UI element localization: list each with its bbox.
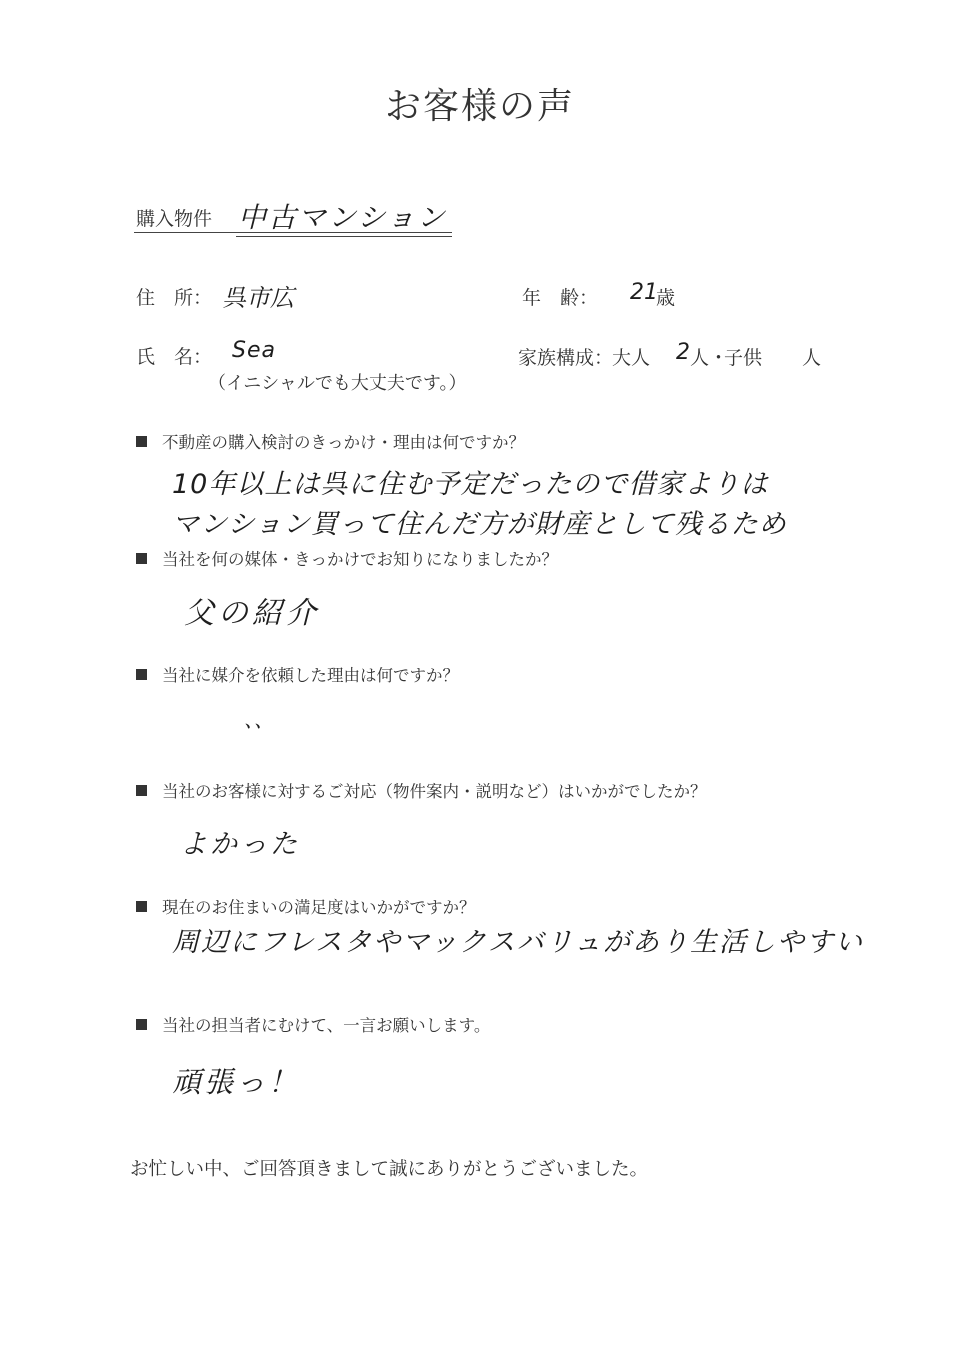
family-children-unit: 人 — [802, 347, 822, 369]
answer-2: 父の紹介 — [184, 596, 320, 631]
age-value: 21 — [630, 280, 658, 305]
answer-5: 周辺にフレスタやマックスバリュがあり生活しやすい — [172, 927, 864, 958]
bullet-square-icon — [136, 1019, 147, 1030]
question-3 — [136, 662, 459, 686]
page-title: お客様の声 — [384, 86, 575, 127]
family-label: 家族構成： — [518, 347, 614, 369]
question-text: 不動産の購入検討のきっかけ・理由は何ですか？ — [162, 433, 525, 452]
property-underline-2 — [236, 236, 452, 237]
family-adults-value: 2 — [676, 340, 690, 365]
answer-6: 頑張っ！ — [172, 1065, 301, 1099]
bullet-square-icon — [136, 901, 147, 912]
property-underline — [134, 232, 452, 233]
name-value: Sea — [232, 338, 276, 363]
bullet-square-icon — [136, 669, 147, 680]
answer-1-line-2: マンション買って住んだ方が財産として残るため — [172, 509, 787, 540]
age-label: 年 齢： — [522, 287, 599, 309]
answer-4: よかった — [180, 829, 300, 860]
question-5 — [136, 894, 476, 918]
question-text: 現在のお住まいの満足度はいかがですか？ — [162, 898, 476, 917]
age-suffix: 歳 — [656, 287, 676, 309]
address-label: 住 所： — [136, 287, 213, 309]
question-1 — [136, 429, 525, 453]
property-label: 購入物件 — [136, 208, 213, 230]
closing-message: お忙しい中、ご回答頂きまして誠にありがとうございました。 — [130, 1159, 649, 1180]
property-value: 中古マンション — [238, 201, 447, 234]
name-label: 氏 名： — [136, 346, 213, 368]
answer-1-line-1: 10年以上は呉に住む予定だったので借家よりは — [172, 469, 769, 500]
bullet-square-icon — [136, 785, 147, 796]
question-4 — [136, 778, 707, 802]
address-value: 呉市広 — [222, 284, 294, 312]
question-text: 当社を何の媒体・きっかけでお知りになりましたか？ — [162, 550, 558, 569]
question-text: 当社のお客様に対するご対応（物件案内・説明など）はいかがでしたか？ — [162, 782, 707, 801]
family-adults-unit: 人・ — [690, 347, 729, 369]
bullet-square-icon — [136, 553, 147, 564]
name-note: （イニシャルでも大丈夫です。） — [208, 373, 467, 394]
bullet-square-icon — [136, 436, 147, 447]
question-6 — [136, 1012, 490, 1036]
question-2 — [136, 546, 558, 570]
question-text: 当社に媒介を依頼した理由は何ですか？ — [162, 666, 459, 685]
family-children-label: 子供 — [724, 347, 763, 369]
question-text: 当社の担当者にむけて、一言お願いします。 — [162, 1016, 491, 1035]
answer-3: 、、 — [244, 708, 274, 732]
family-adults-label: 大人 — [612, 347, 651, 369]
